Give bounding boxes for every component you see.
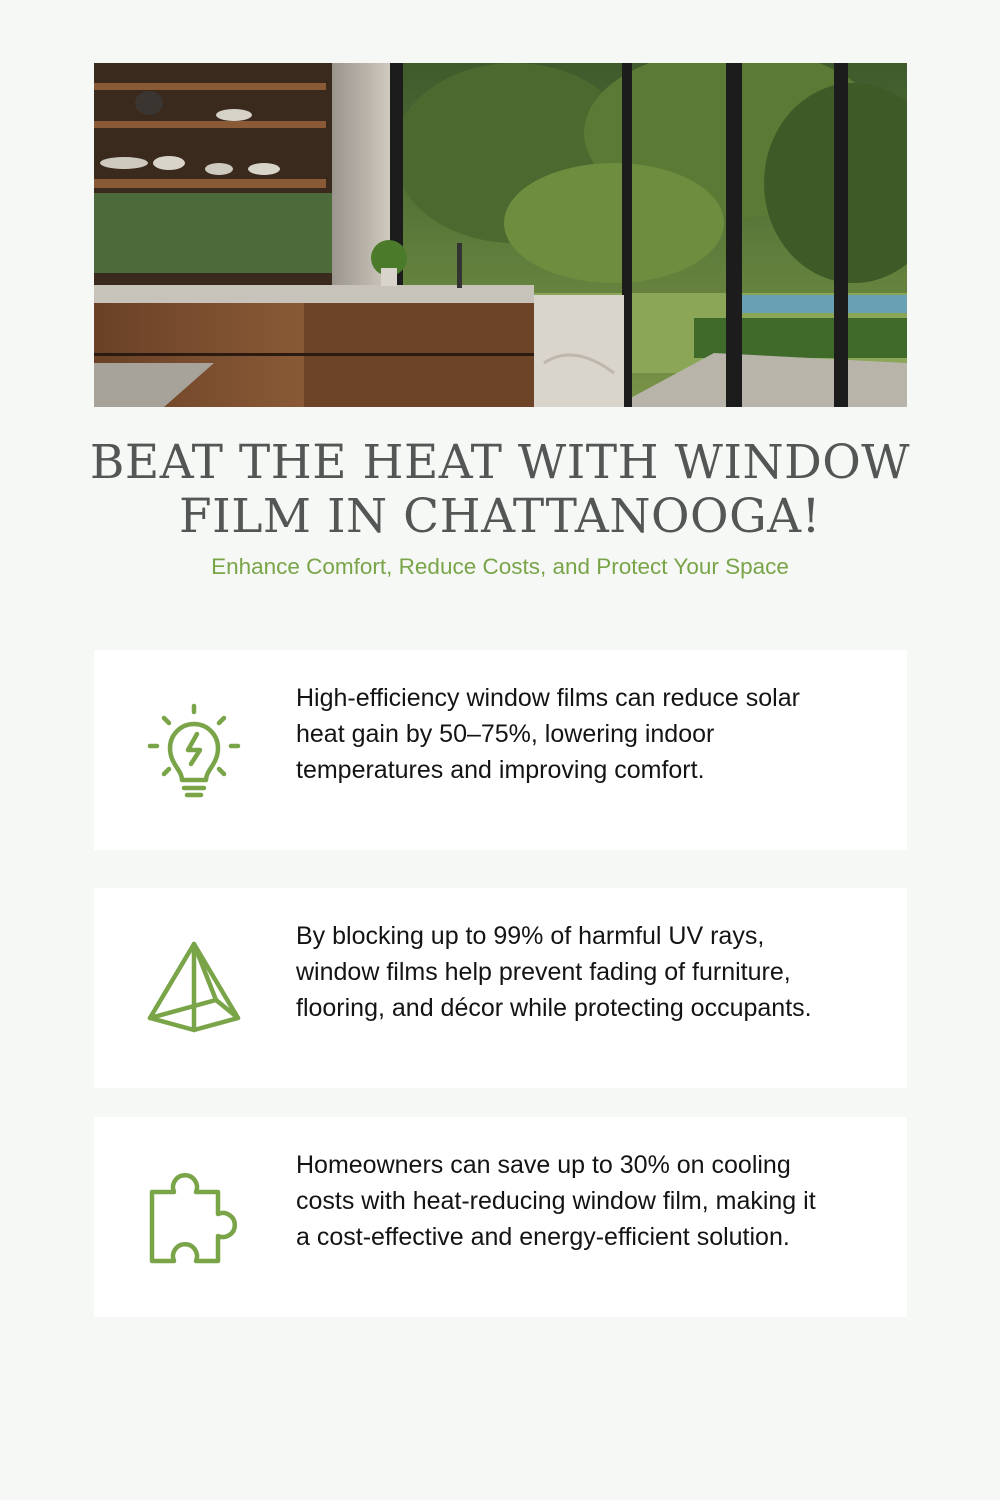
info-card-cost-savings: [94, 1117, 907, 1317]
info-card-text: Homeowners can save up to 30% on cooling costs with heat-reducing window film, making it a cost-effective and energy-efficient solution.: [296, 1151, 816, 1251]
page-subtitle: Enhance Comfort, Reduce Costs, and Protect Your Space: [211, 554, 789, 579]
puzzle-piece-icon: [144, 1167, 244, 1267]
info-card-text: By blocking up to 99% of harmful UV rays, window films help prevent fading of furniture, flooring, and décor while protecting occupants.: [296, 922, 812, 1022]
info-card-text: High-efficiency window films can reduce solar heat gain by 50–75%, lowering indoor temperatures and improving comfort.: [296, 684, 800, 784]
page-title: BEAT THE HEAT WITH WINDOW FILM IN CHATTANOOGA!: [89, 435, 911, 544]
info-card-uv-protection: [94, 888, 907, 1088]
lightbulb-energy-icon: [144, 700, 244, 800]
info-card-heat-gain: [94, 650, 907, 850]
hero-kitchen-image: [94, 63, 907, 407]
pyramid-icon: [144, 938, 244, 1038]
